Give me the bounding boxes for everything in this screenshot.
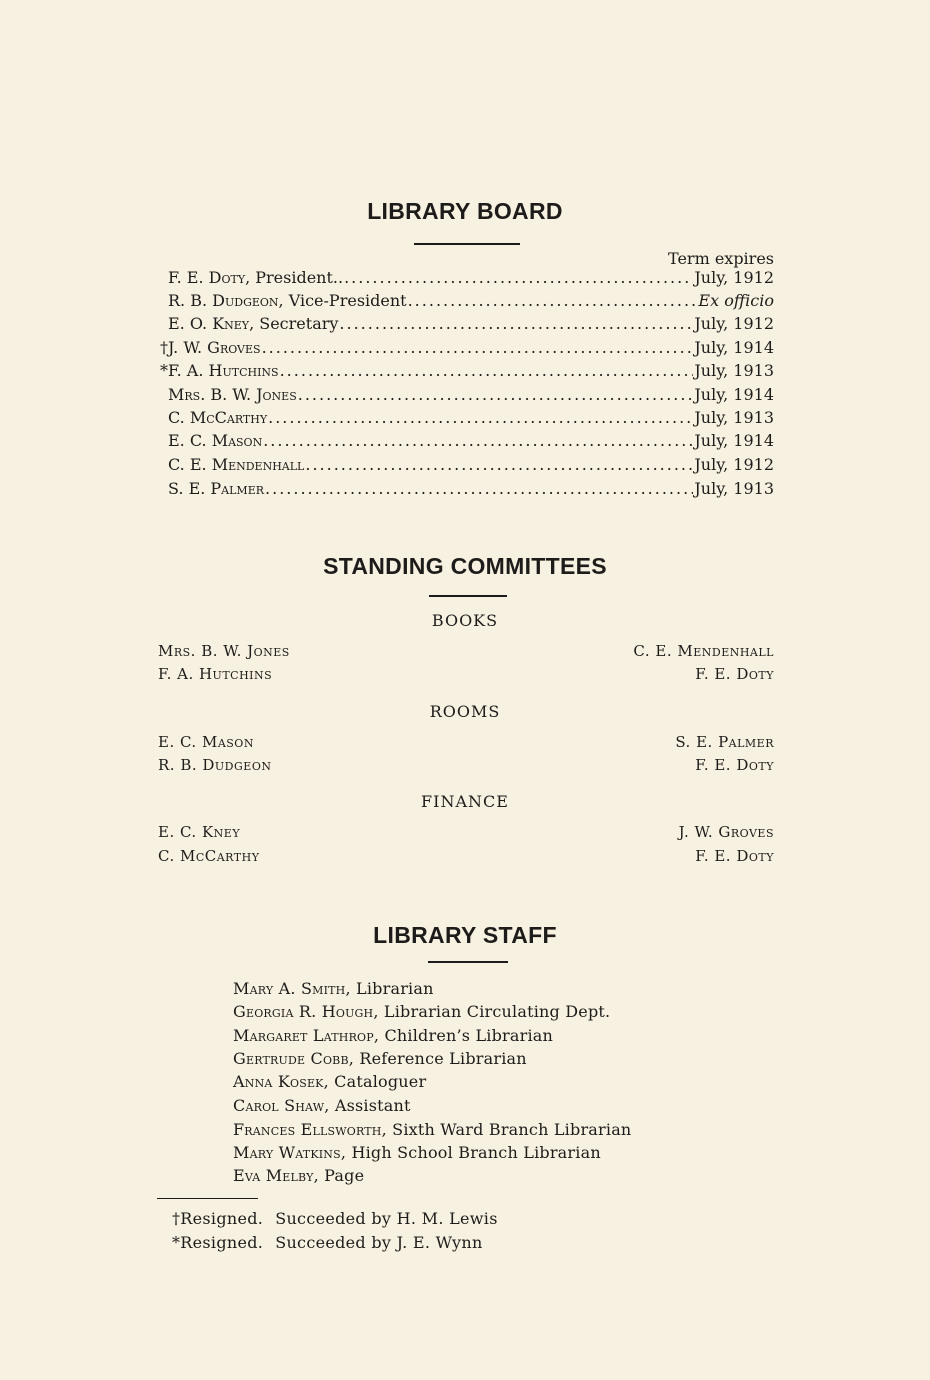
asterisk-mark: * bbox=[160, 361, 168, 380]
dot-leader bbox=[265, 479, 693, 498]
committee-member: F. E. Doty bbox=[695, 665, 774, 683]
committee-member: F. E. Doty bbox=[695, 756, 774, 774]
staff-role: , High School Branch Librarian bbox=[340, 1143, 601, 1162]
staff-name: Anna Kosek bbox=[233, 1072, 324, 1091]
term-expires-header: Term expires bbox=[668, 249, 774, 268]
board-member-role: , Secretary bbox=[249, 314, 339, 333]
board-member-name: F. A. Hutchins bbox=[168, 361, 279, 380]
staff-role: , Sixth Ward Branch Librarian bbox=[381, 1120, 632, 1139]
staff-role: , Page bbox=[313, 1166, 365, 1185]
dot-leader bbox=[263, 431, 693, 450]
staff-role: , Assistant bbox=[324, 1096, 411, 1115]
staff-member bbox=[233, 1143, 601, 1162]
staff-role: , Librarian bbox=[345, 979, 434, 998]
title-rule bbox=[414, 243, 520, 245]
staff-name: Georgia R. Hough bbox=[233, 1002, 374, 1021]
committee-name-finance: FINANCE bbox=[421, 792, 509, 811]
board-row bbox=[150, 314, 774, 336]
title-rule bbox=[428, 961, 508, 963]
committee-name-rooms: ROOMS bbox=[429, 702, 501, 721]
board-member-name: Mrs. B. W. Jones bbox=[168, 385, 297, 404]
staff-name: Mary A. Smith bbox=[233, 979, 346, 998]
staff-member bbox=[233, 1096, 411, 1115]
term-expires: July, 1914 bbox=[694, 385, 774, 404]
board-row bbox=[150, 361, 774, 383]
staff-name: Margaret Lathrop bbox=[233, 1026, 374, 1045]
board-member-name: C. E. Mendenhall bbox=[168, 455, 305, 474]
board-row bbox=[150, 479, 774, 501]
board-member-role: , Vice-President bbox=[278, 291, 407, 310]
committee-member: J. W. Groves bbox=[678, 823, 774, 841]
term-expires: July, 1914 bbox=[694, 338, 774, 357]
term-expires: July, 1913 bbox=[694, 408, 774, 427]
board-member-name: J. W. Groves bbox=[168, 338, 261, 357]
dot-leader bbox=[408, 291, 698, 310]
footnote-rule bbox=[157, 1198, 258, 1199]
committee-member: E. C. Mason bbox=[158, 733, 254, 751]
staff-role: , Cataloguer bbox=[323, 1072, 427, 1091]
term-expires: July, 1914 bbox=[694, 431, 774, 450]
dot-leader bbox=[298, 385, 694, 404]
term-expires: July, 1913 bbox=[694, 479, 774, 498]
staff-name: Frances Ellsworth bbox=[233, 1120, 382, 1139]
staff-member bbox=[233, 1002, 610, 1021]
library-staff-title: LIBRARY STAFF bbox=[373, 922, 557, 948]
staff-role: , Children’s Librarian bbox=[373, 1026, 554, 1045]
footnote-text: Succeeded by H. M. Lewis bbox=[275, 1209, 498, 1228]
footnote-mark: *Resigned. bbox=[172, 1233, 264, 1252]
board-member-name: C. McCarthy bbox=[168, 408, 268, 427]
staff-member bbox=[233, 1026, 553, 1045]
board-row bbox=[150, 338, 774, 360]
board-member-name: E. O. Kney bbox=[168, 314, 250, 333]
footnote bbox=[172, 1233, 483, 1252]
staff-role: , Reference Librarian bbox=[348, 1049, 527, 1068]
term-expires: July, 1913 bbox=[694, 361, 774, 380]
dot-leader bbox=[305, 455, 693, 474]
committee-member: R. B. Dudgeon bbox=[158, 756, 272, 774]
dot-leader bbox=[280, 361, 694, 380]
committee-member: S. E. Palmer bbox=[675, 733, 774, 751]
staff-member bbox=[233, 1166, 364, 1185]
term-expires: Ex officio bbox=[698, 291, 774, 310]
footnote bbox=[172, 1209, 498, 1228]
committee-member: Mrs. B. W. Jones bbox=[158, 642, 290, 660]
board-row bbox=[150, 385, 774, 407]
committee-name-books: BOOKS bbox=[431, 611, 499, 630]
board-row bbox=[150, 408, 774, 430]
title-rule bbox=[429, 595, 507, 597]
board-row bbox=[150, 291, 774, 313]
board-member-role: , President.. bbox=[245, 268, 344, 287]
board-row bbox=[150, 268, 774, 290]
committee-member: C. E. Mendenhall bbox=[633, 642, 774, 660]
staff-member bbox=[233, 1049, 527, 1068]
staff-role: , Librarian Circulating Dept. bbox=[373, 1002, 611, 1021]
board-row bbox=[150, 455, 774, 477]
term-expires: July, 1912 bbox=[694, 455, 774, 474]
staff-name: Eva Melby bbox=[233, 1166, 314, 1185]
staff-name: Mary Watkins bbox=[233, 1143, 341, 1162]
staff-member bbox=[233, 1072, 426, 1091]
footnote-text: Succeeded by J. E. Wynn bbox=[275, 1233, 483, 1252]
library-board-title: LIBRARY BOARD bbox=[367, 198, 563, 224]
staff-member bbox=[233, 979, 434, 998]
committee-member: C. McCarthy bbox=[158, 847, 260, 865]
dagger-mark: † bbox=[160, 338, 168, 357]
committee-member: E. C. Kney bbox=[158, 823, 241, 841]
board-member-name: F. E. Doty bbox=[168, 268, 246, 287]
committee-member: F. A. Hutchins bbox=[158, 665, 273, 683]
dot-leader bbox=[339, 314, 693, 333]
dot-leader bbox=[262, 338, 694, 357]
dot-leader bbox=[344, 268, 693, 287]
committee-member: F. E. Doty bbox=[695, 847, 774, 865]
footnote-mark: †Resigned. bbox=[172, 1209, 264, 1228]
board-row bbox=[150, 431, 774, 453]
board-member-name: S. E. Palmer bbox=[168, 479, 265, 498]
term-expires: July, 1912 bbox=[694, 268, 774, 287]
board-member-name: R. B. Dudgeon bbox=[168, 291, 279, 310]
staff-member bbox=[233, 1120, 631, 1139]
dot-leader bbox=[268, 408, 693, 427]
standing-committees-title: STANDING COMMITTEES bbox=[323, 553, 607, 579]
staff-name: Carol Shaw bbox=[233, 1096, 325, 1115]
board-member-name: E. C. Mason bbox=[168, 431, 263, 450]
staff-name: Gertrude Cobb bbox=[233, 1049, 349, 1068]
term-expires: July, 1912 bbox=[694, 314, 774, 333]
